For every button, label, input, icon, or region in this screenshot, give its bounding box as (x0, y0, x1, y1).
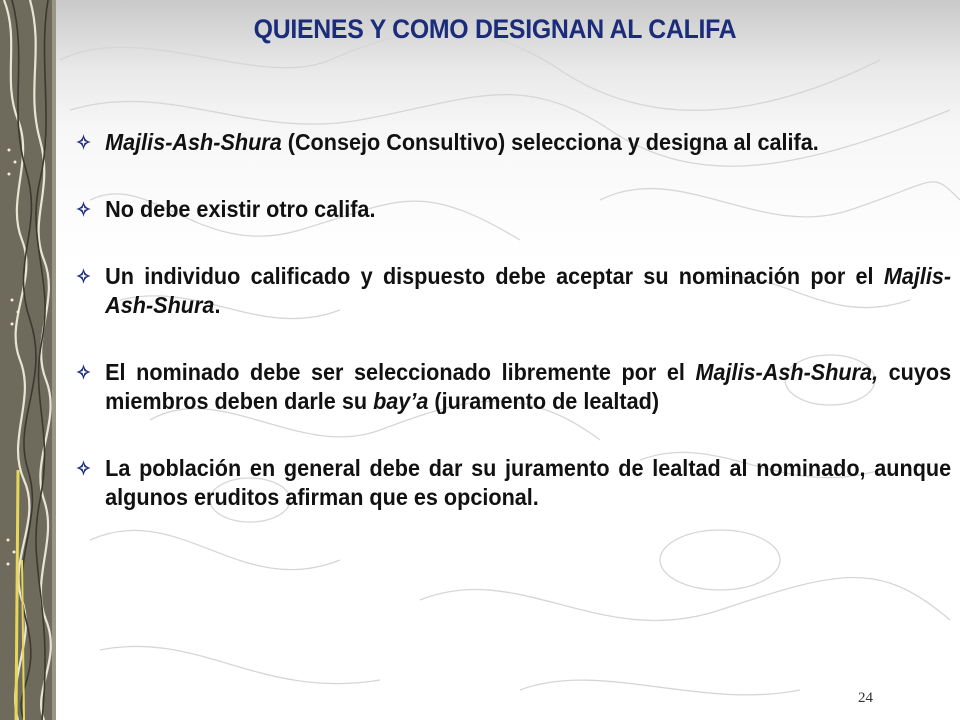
bullet-text-segment: Majlis-Ash-Shura, (695, 359, 879, 385)
map-texture-strip (0, 0, 56, 720)
bullet-item (76, 358, 951, 416)
four-petal-diamond-icon (76, 201, 91, 217)
bullet-item (76, 128, 951, 157)
bullet-text-segment: No debe existir otro califa. (105, 196, 376, 222)
four-petal-diamond-icon (76, 460, 91, 476)
bullet-text-segment: cuyos miembros deben darle su (105, 359, 952, 414)
bullet-item (76, 262, 951, 320)
bullet-item (76, 195, 951, 224)
slide-title: QUIENES Y COMO DESIGNAN AL CALIFA (253, 14, 737, 44)
bullet-list (76, 128, 952, 550)
bullet-text-segment: (juramento de lealtad) (428, 388, 660, 414)
four-petal-diamond-icon (76, 134, 91, 150)
bullet-text-segment: Majlis-Ash-Shura (105, 129, 282, 155)
four-petal-diamond-icon (76, 268, 91, 284)
four-petal-diamond-icon (76, 364, 91, 380)
bullet-text-segment: bay’a (373, 388, 429, 414)
bullet-text-segment: La población en general debe dar su juramento de lealtad al nominado, aunque algunos eruditos afirman que es opcional. (105, 455, 952, 510)
bullet-text-segment: El nominado debe ser seleccionado libremente por el (105, 359, 696, 385)
bullet-text-segment: (Consejo Consultivo) selecciona y designa al califa. (281, 129, 819, 155)
bullet-text-segment: Un individuo calificado y dispuesto debe aceptar su nominación por el (105, 263, 884, 289)
bullet-text-segment: Majlis-Ash-Shura (105, 263, 952, 318)
bullet-text-segment: . (214, 292, 221, 318)
page-number: 24 (858, 690, 873, 706)
bullet-item (76, 454, 951, 512)
